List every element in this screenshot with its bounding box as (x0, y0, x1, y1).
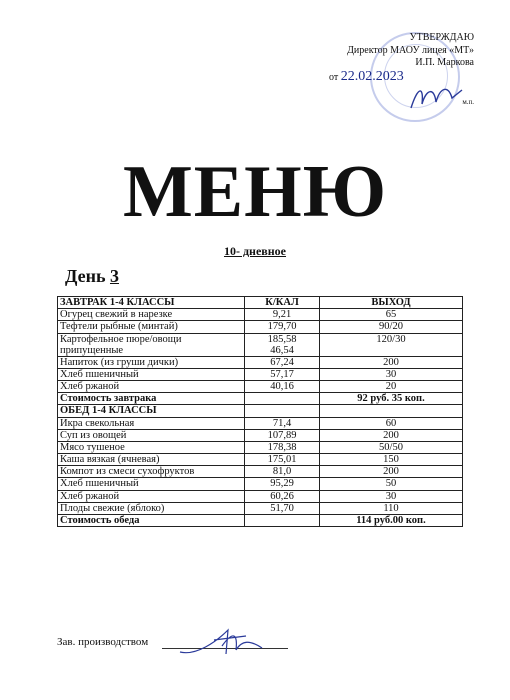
menu-subtitle: 10- дневное (223, 244, 287, 258)
dish-name: Хлеб пшеничный (58, 368, 245, 380)
day-label (65, 266, 119, 287)
table-row (58, 333, 463, 356)
table-row (58, 429, 463, 441)
kcal-cell: 57,17 (245, 368, 320, 380)
table-row (58, 490, 463, 502)
lunch-cost-empty (245, 515, 320, 527)
kcal-cell: 9,21 (245, 309, 320, 321)
dish-name: Огурец свежий в нарезке (58, 309, 245, 321)
header-yield: ВЫХОД (320, 297, 463, 309)
kcal-cell: 51,70 (245, 502, 320, 514)
lunch-header: ОБЕД 1-4 КЛАССЫ (58, 405, 245, 417)
table-row (58, 380, 463, 392)
table-row (58, 466, 463, 478)
header-name: ЗАВТРАК 1-4 КЛАССЫ (58, 297, 245, 309)
yield-cell: 60 (320, 417, 463, 429)
table-header-row (58, 297, 463, 309)
yield-cell: 200 (320, 466, 463, 478)
yield-cell: 65 (320, 309, 463, 321)
approval-mp: м.п. (462, 98, 474, 106)
lunch-header-row (58, 405, 463, 417)
table-row (58, 321, 463, 333)
kcal-cell: 175,01 (245, 454, 320, 466)
kcal-cell: 95,29 (245, 478, 320, 490)
dish-name: Икра свекольная (58, 417, 245, 429)
dish-name: Хлеб ржаной (58, 490, 245, 502)
day-number: 3 (109, 266, 119, 286)
lunch-header-empty (245, 405, 320, 417)
kcal-cell: 67,24 (245, 356, 320, 368)
table-row (58, 502, 463, 514)
lunch-cost-label: Стоимость обеда (58, 515, 245, 527)
breakfast-cost-label: Стоимость завтрака (58, 393, 245, 405)
breakfast-cost-row (58, 393, 463, 405)
kcal-primary: 185,58 (267, 333, 297, 345)
table-row (58, 309, 463, 321)
breakfast-cost-empty (245, 393, 320, 405)
yield-cell: 20 (320, 380, 463, 392)
yield-cell: 30 (320, 490, 463, 502)
kcal-cell: 178,38 (245, 441, 320, 453)
yield-cell: 150 (320, 454, 463, 466)
table-row (58, 478, 463, 490)
yield-cell: 30 (320, 368, 463, 380)
table-row (58, 454, 463, 466)
approval-title: УТВЕРЖДАЮ (409, 32, 474, 43)
footer-label: Зав. производством (57, 636, 149, 648)
kcal-cell: 40,16 (245, 380, 320, 392)
yield-cell: 120/30 (320, 333, 463, 356)
kcal-cell: 107,89 (245, 429, 320, 441)
dish-name: Напиток (из груши дички) (58, 356, 245, 368)
director-signature (406, 80, 466, 114)
dish-name: Компот из смеси сухофруктов (58, 466, 245, 478)
dish-name: Тефтели рыбные (минтай) (58, 321, 245, 333)
dish-name: Хлеб пшеничный (58, 478, 245, 490)
kcal-cell: 71,4 (245, 417, 320, 429)
approval-date-prefix: от (329, 71, 339, 83)
dish-name: Суп из овощей (58, 429, 245, 441)
kcal-secondary: 46,54 (270, 344, 294, 356)
approval-position: Директор МАОУ лицея «МТ» (347, 44, 474, 56)
dish-name: Картофельное пюре/овощи припущенные (58, 333, 245, 356)
manager-signature (176, 622, 276, 662)
yield-cell: 110 (320, 502, 463, 514)
dish-name: Каша вязкая (ячневая) (58, 454, 245, 466)
table-row (58, 368, 463, 380)
kcal-cell: 179,70 (245, 321, 320, 333)
lunch-cost-row (58, 515, 463, 527)
lunch-cost-value: 114 руб.00 коп. (320, 515, 463, 527)
table-row (58, 356, 463, 368)
day-word: День (65, 266, 106, 286)
yield-cell: 200 (320, 356, 463, 368)
breakfast-cost-value: 92 руб. 35 коп. (320, 393, 463, 405)
kcal-cell (245, 333, 320, 356)
yield-cell: 50/50 (320, 441, 463, 453)
kcal-cell: 60,26 (245, 490, 320, 502)
kcal-cell: 81,0 (245, 466, 320, 478)
page-title: МЕНЮ (122, 151, 388, 233)
table-row (58, 441, 463, 453)
header-kcal: К/КАЛ (245, 297, 320, 309)
yield-cell: 90/20 (320, 321, 463, 333)
lunch-header-empty (320, 405, 463, 417)
menu-table (57, 296, 463, 527)
yield-cell: 50 (320, 478, 463, 490)
table-row (58, 417, 463, 429)
approval-name: И.П. Маркова (415, 57, 474, 68)
dish-name: Плоды свежие (яблоко) (58, 502, 245, 514)
yield-cell: 200 (320, 429, 463, 441)
dish-name: Хлеб ржаной (58, 380, 245, 392)
dish-name: Мясо тушеное (58, 441, 245, 453)
approval-date: 22.02.2023 (340, 68, 404, 84)
